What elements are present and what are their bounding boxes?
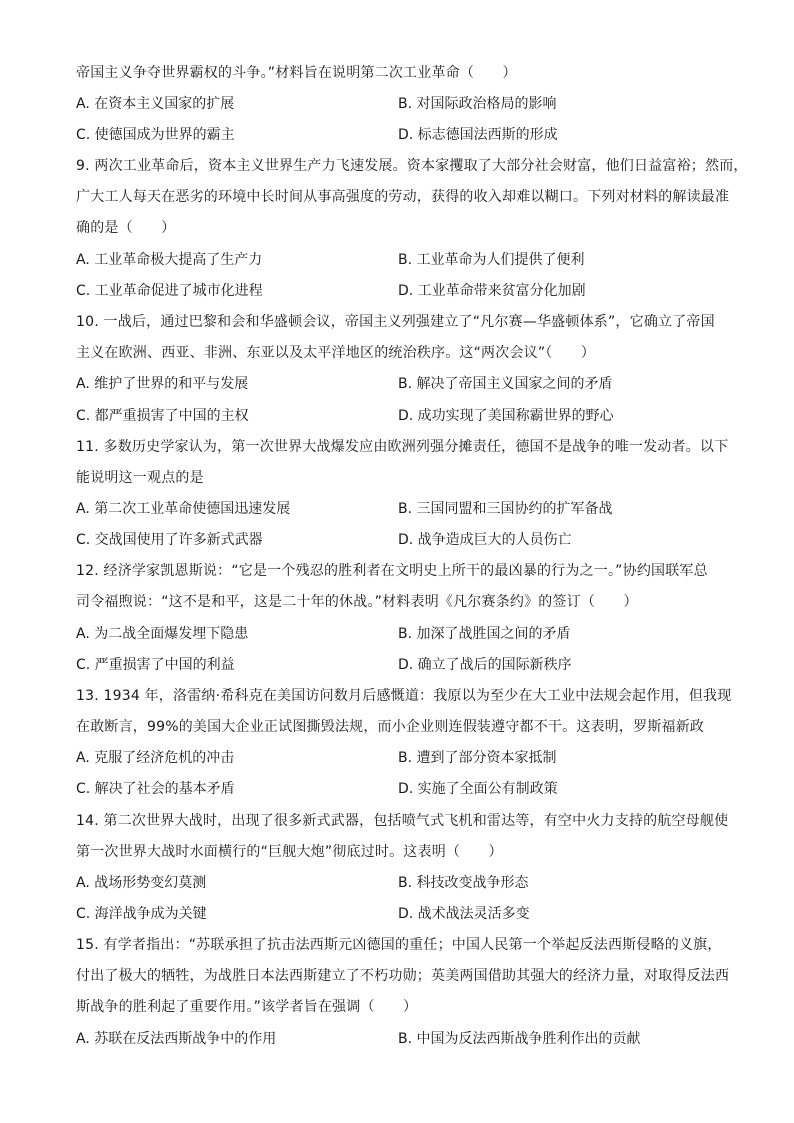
q14-stem-line-1: 14. 第二次世界大战时，出现了很多新式武器，包括喷气式飞机和雷达等，有空中火力支持的航空母舰使 xyxy=(76,813,729,829)
q13-stem-line-1: 13. 1934 年，洛雷纳·希科克在美国访问数月后感慨道：我原以为至少在大工业中法规会起作用，但我现 xyxy=(76,688,732,704)
q14-option-d: D. 战术战法灵活多变 xyxy=(398,906,530,922)
q9-option-d: D. 工业革命带来贫富分化加剧 xyxy=(398,283,586,299)
q10-stem-line-1: 10. 一战后，通过巴黎和会和华盛顿会议，帝国主义列强建立了“凡尔赛—华盛顿体系”，它确立了帝国 xyxy=(76,314,715,330)
q11-option-b: B. 三国同盟和三国协约的扩军备战 xyxy=(398,501,613,517)
q9-option-a: A. 工业革命极大提高了生产力 xyxy=(76,252,263,268)
q9-stem-line-3: 确的是（ ） xyxy=(76,220,176,236)
q11-option-a: A. 第二次工业革命使德国迅速发展 xyxy=(76,501,291,517)
q11-option-d: D. 战争造成巨大的人员伤亡 xyxy=(398,532,572,548)
q9-option-c: C. 工业革命促进了城市化进程 xyxy=(76,283,263,299)
q12-option-c: C. 严重损害了中国的利益 xyxy=(76,657,235,673)
q11-stem-line-2: 能说明这一观点的是 xyxy=(76,470,204,486)
q15-stem-line-3: 斯战争的胜利起了重要作用。”该学者旨在强调（ ） xyxy=(76,999,418,1015)
question-8-stem-tail: 帝国主义争夺世界霸权的斗争。”材料旨在说明第二次工业革命（ ） xyxy=(76,65,517,81)
q13-option-b: B. 遭到了部分资本家抵制 xyxy=(398,750,557,766)
q14-option-a: A. 战场形势变幻莫测 xyxy=(76,875,207,891)
q15-option-b: B. 中国为反法西斯战争胜利作出的贡献 xyxy=(398,1031,641,1047)
q9-option-b: B. 工业革命为人们提供了便利 xyxy=(398,252,585,268)
q12-option-b: B. 加深了战胜国之间的矛盾 xyxy=(398,626,571,642)
q15-stem-line-1: 15. 有学者指出：“苏联承担了抗击法西斯元凶德国的重任；中国人民第一个举起反法西斯侵略的义旗， xyxy=(76,937,722,953)
q12-stem-line-2: 司令福煦说：“这不是和平，这是二十年的休战。”材料表明《凡尔赛条约》的签订（ ） xyxy=(76,594,638,610)
q14-option-c: C. 海洋战争成为关键 xyxy=(76,906,207,922)
q12-option-d: D. 确立了战后的国际新秩序 xyxy=(398,657,572,673)
q10-option-c: C. 都严重损害了中国的主权 xyxy=(76,408,249,424)
q12-stem-line-1: 12. 经济学家凯恩斯说：“它是一个残忍的胜利者在文明史上所干的最凶暴的行为之一。”协约国联军总 xyxy=(76,563,708,579)
q8-option-d: D. 标志德国法西斯的形成 xyxy=(398,127,558,143)
q8-option-b: B. 对国际政治格局的影响 xyxy=(398,96,557,112)
q13-option-a: A. 克服了经济危机的冲击 xyxy=(76,750,235,766)
q14-option-b: B. 科技改变战争形态 xyxy=(398,875,529,891)
q15-option-a: A. 苏联在反法西斯战争中的作用 xyxy=(76,1031,277,1047)
q13-stem-line-2: 在敢断言，99%的美国大企业正试图撕毁法规，而小企业则连假装遵守都不干。这表明，罗斯福新政 xyxy=(76,719,705,735)
q10-option-d: D. 成功实现了美国称霸世界的野心 xyxy=(398,408,614,424)
q13-option-c: C. 解决了社会的基本矛盾 xyxy=(76,781,235,797)
q10-stem-line-2: 主义在欧洲、西亚、非洲、东亚以及太平洋地区的统治秩序。这“两次会议”（ ） xyxy=(76,345,596,361)
q12-option-a: A. 为二战全面爆发埋下隐患 xyxy=(76,626,249,642)
q15-stem-line-2: 付出了极大的牺牲，为战胜日本法西斯建立了不朽功勋；英美两国借助其强大的经济力量，对取得反法西 xyxy=(76,968,730,984)
q9-stem-line-1: 9. 两次工业革命后，资本主义世界生产力飞速发展。资本家攫取了大部分社会财富，他们日益富裕；然而， xyxy=(76,158,748,174)
q8-option-a: A. 在资本主义国家的扩展 xyxy=(76,96,235,112)
q10-option-a: A. 维护了世界的和平与发展 xyxy=(76,376,249,392)
q11-stem-line-1: 11. 多数历史学家认为，第一次世界大战爆发应由欧洲列强分摊责任，德国不是战争的唯一发动者。以下 xyxy=(76,439,729,455)
q11-option-c: C. 交战国使用了许多新式武器 xyxy=(76,532,263,548)
q10-option-b: B. 解决了帝国主义国家之间的矛盾 xyxy=(398,376,613,392)
q14-stem-line-2: 第一次世界大战时水面横行的“巨舰大炮”彻底过时。这表明（ ） xyxy=(76,844,503,860)
q13-option-d: D. 实施了全面公有制政策 xyxy=(398,781,558,797)
q9-stem-line-2: 广大工人每天在恶劣的环境中长时间从事高强度的劳动，获得的收入却难以糊口。下列对材料的解读最准 xyxy=(76,189,730,205)
q8-option-c: C. 使德国成为世界的霸主 xyxy=(76,127,235,143)
